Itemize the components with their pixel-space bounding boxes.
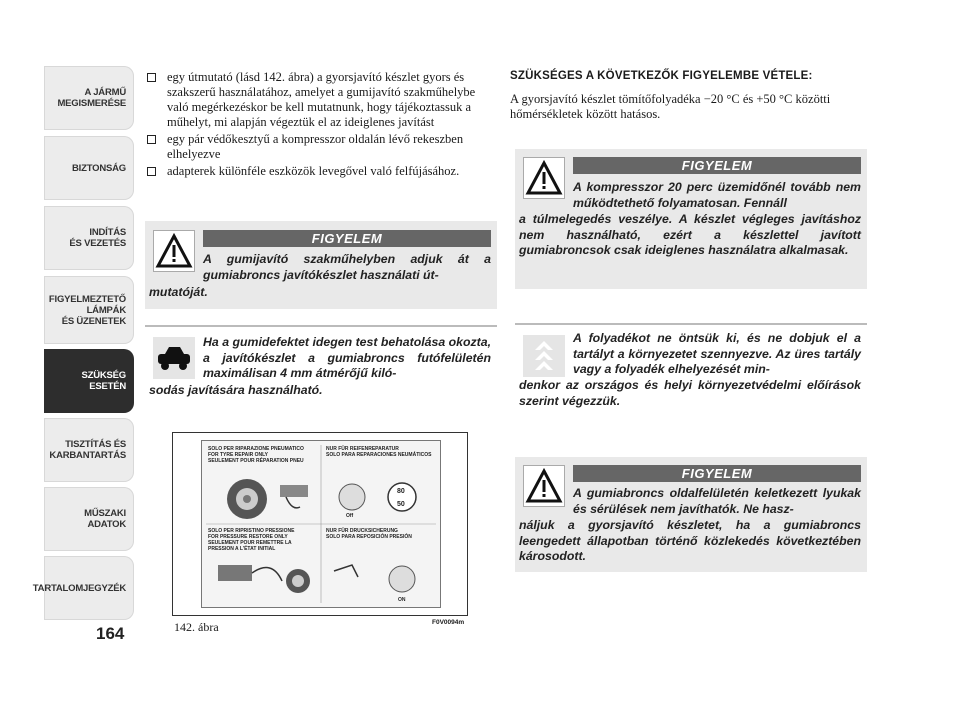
card-text: SEULEMENT POUR RÉPARATION PNEU (208, 458, 304, 464)
figure-code: F0V0094m (432, 619, 465, 626)
note-text-lead: Ha a gumidefektet idegen test behatolása okozta, a javítókészlet a gumiabroncs futófelületén maximálisan 4 mm átmérőjű kiló- (203, 335, 491, 380)
section-heading: SZÜKSÉGES A KÖVETKEZŐK FIGYELEMBE VÉTELE: (510, 70, 813, 82)
tab-label: INDÍTÁS ÉS VEZETÉS (69, 227, 126, 249)
card-text: FOR PRESSURE RESTORE ONLY (208, 534, 288, 540)
tab-emergency[interactable] (44, 349, 134, 413)
tab-label: SZÜKSÉG ESETÉN (81, 370, 126, 392)
figure-caption: 142. ábra (174, 620, 219, 634)
tab-label: TARTALOMJEGYZÉK (32, 582, 126, 594)
tab-label: FIGYELMEZTETŐ LÁMPÁK ÉS ÜZENETEK (48, 293, 126, 327)
list-item: adapterek különféle eszközök levegővel való felfújásához. (147, 164, 497, 179)
recycle-arrows-icon (523, 335, 565, 377)
warning-triangle-icon (153, 230, 195, 272)
note-box (515, 323, 867, 415)
checkbox-bullet-icon (147, 135, 156, 144)
card-text: SOLO PER RIPARAZIONE PNEUMATICO (208, 446, 304, 452)
warning-triangle-icon (523, 465, 565, 507)
tab-label: BIZTONSÁG (72, 162, 126, 174)
card-text: ON (398, 597, 406, 603)
note-box (145, 325, 497, 413)
checkbox-bullet-icon (147, 73, 156, 82)
card-text: SOLO PARA REPOSICIÓN PRESIÓN (326, 534, 412, 540)
warning-text-rest: a túlmelegedés veszélye. A készlet végleges javításhoz nem használható, ezért a készlettel javított gumiabroncsok csak ideiglenes használatra alkalmasak. (519, 212, 861, 257)
warning-text-lead: A gumijavító szakműhelyben adjuk át a gumiabroncs javítókészlet használati út- (203, 252, 491, 282)
warning-text-lead: A gumiabroncs oldalfelületén keletkezett lyukak és sérülések nem javíthatók. Ne hasz- (573, 486, 861, 516)
list-item: egy útmutató (lásd 142. ábra) a gyorsjavító készlet gyors és szakszerű használatához, amelyet a gumijavító szakműhelybe való megérkezéskor be kell mutatnunk, hogy tájékoztassuk a műhelyt, mi alapján végeztük el az ideiglenes javítást (147, 70, 497, 130)
tab-safety[interactable] (44, 136, 134, 200)
kit-contents-list (147, 70, 497, 181)
warning-text-rest: náljuk a gyorsjavító készletet, ha a gumiabroncs leengedett állapotban történő közlekedés következtében károsodott. (519, 518, 861, 563)
card-text: SOLO PER RIPRISTINO PRESSIONE (208, 528, 295, 534)
warning-title: FIGYELEM (573, 465, 861, 482)
card-text: NUR FÜR DRUCKSICHERUNG (326, 528, 398, 534)
car-icon (153, 337, 195, 379)
tab-label: TISZTÍTÁS ÉS KARBANTARTÁS (49, 439, 126, 461)
section-body: A gyorsjavító készlet tömítőfolyadéka −20 °C és +50 °C közötti hőmérsékletek között hatásos. (510, 92, 831, 121)
tab-starting[interactable] (44, 206, 134, 270)
warning-text-rest: mutatóját. (149, 285, 208, 299)
tab-maintenance[interactable] (44, 418, 134, 482)
tab-index[interactable] (32, 556, 134, 620)
warning-triangle-icon (523, 157, 565, 199)
warning-text-lead: A kompresszor 20 perc üzemidőnél tovább nem működtethető folyamatosan. Fennáll (573, 180, 861, 210)
tab-technical[interactable] (44, 487, 134, 551)
page-number: 164 (96, 624, 125, 643)
card-text: Off (346, 513, 354, 519)
badge-text: 50 (397, 501, 405, 508)
note-text-lead: A folyadékot ne öntsük ki, és ne dobjuk el a tartályt a környezetet szennyezve. Az üres tartály vagy a folyadék elhelyezését min- (573, 331, 861, 376)
warning-box (515, 457, 867, 572)
list-item: egy pár védőkesztyű a kompresszor oldalán lévő rekeszben elhelyezve (147, 132, 497, 162)
note-text-rest: denkor az országos és helyi környezetvédelmi előírások szerint végezzük. (519, 378, 861, 408)
warning-box (515, 149, 867, 289)
warning-title: FIGYELEM (203, 230, 491, 247)
tab-warning-lights[interactable] (44, 276, 134, 344)
tab-vehicle[interactable] (44, 66, 134, 130)
card-text: FOR TYRE REPAIR ONLY (208, 452, 269, 458)
tab-label: A JÁRMŰ MEGISMERÉSE (57, 87, 126, 109)
figure-142 (172, 432, 468, 616)
card-text: SOLO PARA REPARACIONES NEUMÁTICOS (326, 452, 432, 458)
card-text: SEULEMENT POUR REMETTRE LA (208, 540, 292, 546)
card-text: NUR FÜR REIFENREPARATUR (326, 446, 399, 452)
checkbox-bullet-icon (147, 167, 156, 176)
note-text-rest: sodás javítására használható. (149, 383, 323, 397)
warning-box (145, 221, 497, 309)
instruction-label-image (201, 440, 441, 608)
tab-label: MŰSZAKI ADATOK (84, 508, 126, 530)
warning-title: FIGYELEM (573, 157, 861, 174)
badge-text: 80 (397, 488, 405, 495)
card-text: PRESSION A L'ÉTAT INITIAL (208, 546, 276, 552)
